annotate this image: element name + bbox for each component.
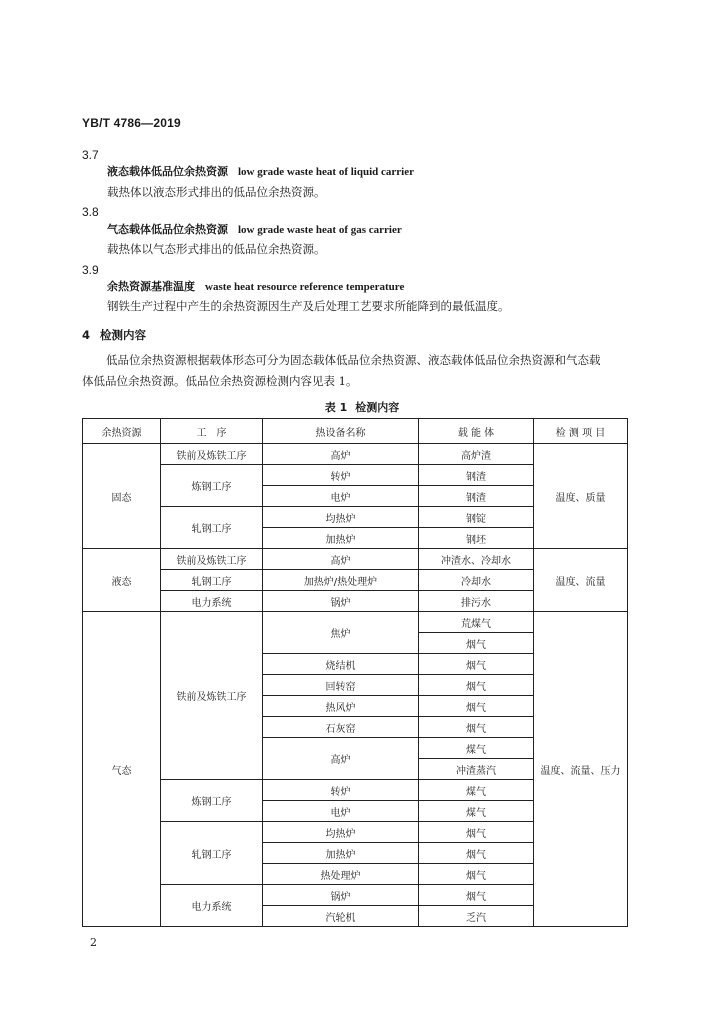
energy-carrier-cell: 烟气 xyxy=(419,864,534,885)
clause-number: 3.9 xyxy=(82,263,99,277)
energy-carrier-cell: 排污水 xyxy=(419,591,534,612)
table-body xyxy=(83,444,628,927)
equipment-cell: 石灰窑 xyxy=(263,717,419,738)
column-header: 工 序 xyxy=(161,419,263,444)
resource-type-cell: 固态 xyxy=(83,444,161,549)
detection-content-table xyxy=(82,418,628,927)
energy-carrier-cell: 钢锭 xyxy=(419,507,534,528)
column-header: 载 能 体 xyxy=(419,419,534,444)
energy-carrier-cell: 钢渣 xyxy=(419,486,534,507)
energy-carrier-cell: 煤气 xyxy=(419,738,534,759)
process-cell: 轧钢工序 xyxy=(161,822,263,885)
equipment-cell: 锅炉 xyxy=(263,885,419,906)
table-row xyxy=(83,612,628,633)
resource-type-cell: 液态 xyxy=(83,549,161,612)
page-number: 2 xyxy=(90,936,97,949)
process-cell: 电力系统 xyxy=(161,591,263,612)
resource-type-cell: 气态 xyxy=(83,612,161,927)
energy-carrier-cell: 烟气 xyxy=(419,696,534,717)
term-heading xyxy=(107,221,402,237)
term-definition: 载热体以液态形式排出的低品位余热资源。 xyxy=(107,185,326,199)
term-heading xyxy=(107,278,404,294)
term-english: waste heat resource reference temperature xyxy=(205,281,405,293)
energy-carrier-cell: 高炉渣 xyxy=(419,444,534,465)
equipment-cell: 烧结机 xyxy=(263,654,419,675)
equipment-cell: 热处理炉 xyxy=(263,864,419,885)
term-chinese: 余热资源基准温度 xyxy=(107,280,195,293)
term-chinese: 气态载体低品位余热资源 xyxy=(107,223,228,236)
equipment-cell: 汽轮机 xyxy=(263,906,419,927)
column-header: 热设备名称 xyxy=(263,419,419,444)
document-code: YB/T 4786—2019 xyxy=(82,116,181,130)
column-header: 检 测 项 目 xyxy=(534,419,628,444)
energy-carrier-cell: 烟气 xyxy=(419,843,534,864)
energy-carrier-cell: 烟气 xyxy=(419,885,534,906)
term-english: low grade waste heat of gas carrier xyxy=(238,224,402,236)
term-chinese: 液态载体低品位余热资源 xyxy=(107,165,228,178)
energy-carrier-cell: 烟气 xyxy=(419,717,534,738)
equipment-cell: 加热炉/热处理炉 xyxy=(263,570,419,591)
clause-number: 3.8 xyxy=(82,205,99,219)
process-cell: 电力系统 xyxy=(161,885,263,927)
equipment-cell: 均热炉 xyxy=(263,507,419,528)
column-header: 余热资源 xyxy=(83,419,161,444)
term-heading xyxy=(107,163,414,179)
equipment-cell: 转炉 xyxy=(263,780,419,801)
table-caption xyxy=(0,399,724,415)
table-number: 表 1 xyxy=(324,401,348,414)
energy-carrier-cell: 乏汽 xyxy=(419,906,534,927)
process-cell: 炼钢工序 xyxy=(161,465,263,507)
energy-carrier-cell: 冲渣水、冷却水 xyxy=(419,549,534,570)
term-definition: 钢铁生产过程中产生的余热资源因生产及后处理工艺要求所能降到的最低温度。 xyxy=(107,299,510,313)
energy-carrier-cell: 煤气 xyxy=(419,780,534,801)
section-title: 检测内容 xyxy=(100,328,147,342)
equipment-cell: 锅炉 xyxy=(263,591,419,612)
detection-items-cell: 温度、流量 xyxy=(534,549,628,612)
energy-carrier-cell: 烟气 xyxy=(419,675,534,696)
energy-carrier-cell: 烟气 xyxy=(419,822,534,843)
process-cell: 轧钢工序 xyxy=(161,570,263,591)
table-row xyxy=(83,549,628,570)
table-header-row xyxy=(83,419,628,444)
equipment-cell: 加热炉 xyxy=(263,843,419,864)
table-title: 检测内容 xyxy=(355,401,400,414)
process-cell: 铁前及炼铁工序 xyxy=(161,612,263,780)
energy-carrier-cell: 冲渣蒸汽 xyxy=(419,759,534,780)
detection-items-cell: 温度、质量 xyxy=(534,444,628,549)
process-cell: 轧钢工序 xyxy=(161,507,263,549)
equipment-cell: 回转窑 xyxy=(263,675,419,696)
equipment-cell: 高炉 xyxy=(263,549,419,570)
section-number: 4 xyxy=(82,328,91,342)
process-cell: 铁前及炼铁工序 xyxy=(161,444,263,465)
equipment-cell: 电炉 xyxy=(263,486,419,507)
equipment-cell: 热风炉 xyxy=(263,696,419,717)
process-cell: 铁前及炼铁工序 xyxy=(161,549,263,570)
detection-items-cell: 温度、流量、压力 xyxy=(534,612,628,927)
equipment-cell: 电炉 xyxy=(263,801,419,822)
equipment-cell: 高炉 xyxy=(263,738,419,780)
term-english: low grade waste heat of liquid carrier xyxy=(238,166,414,178)
process-cell: 炼钢工序 xyxy=(161,780,263,822)
equipment-cell: 焦炉 xyxy=(263,612,419,654)
body-paragraph-line: 低品位余热资源根据载体形态可分为固态载体低品位余热资源、液态载体低品位余热资源和气态载 xyxy=(106,353,601,367)
energy-carrier-cell: 冷却水 xyxy=(419,570,534,591)
energy-carrier-cell: 钢渣 xyxy=(419,465,534,486)
clause-number: 3.7 xyxy=(82,148,99,162)
energy-carrier-cell: 钢坯 xyxy=(419,528,534,549)
equipment-cell: 加热炉 xyxy=(263,528,419,549)
section-heading xyxy=(82,327,146,343)
term-definition: 载热体以气态形式排出的低品位余热资源。 xyxy=(107,242,326,256)
energy-carrier-cell: 烟气 xyxy=(419,654,534,675)
body-paragraph-line: 体低品位余热资源。低品位余热资源检测内容见表 1。 xyxy=(82,374,358,388)
equipment-cell: 高炉 xyxy=(263,444,419,465)
energy-carrier-cell: 荒煤气 xyxy=(419,612,534,633)
table-row xyxy=(83,444,628,465)
equipment-cell: 均热炉 xyxy=(263,822,419,843)
energy-carrier-cell: 烟气 xyxy=(419,633,534,654)
equipment-cell: 转炉 xyxy=(263,465,419,486)
energy-carrier-cell: 煤气 xyxy=(419,801,534,822)
